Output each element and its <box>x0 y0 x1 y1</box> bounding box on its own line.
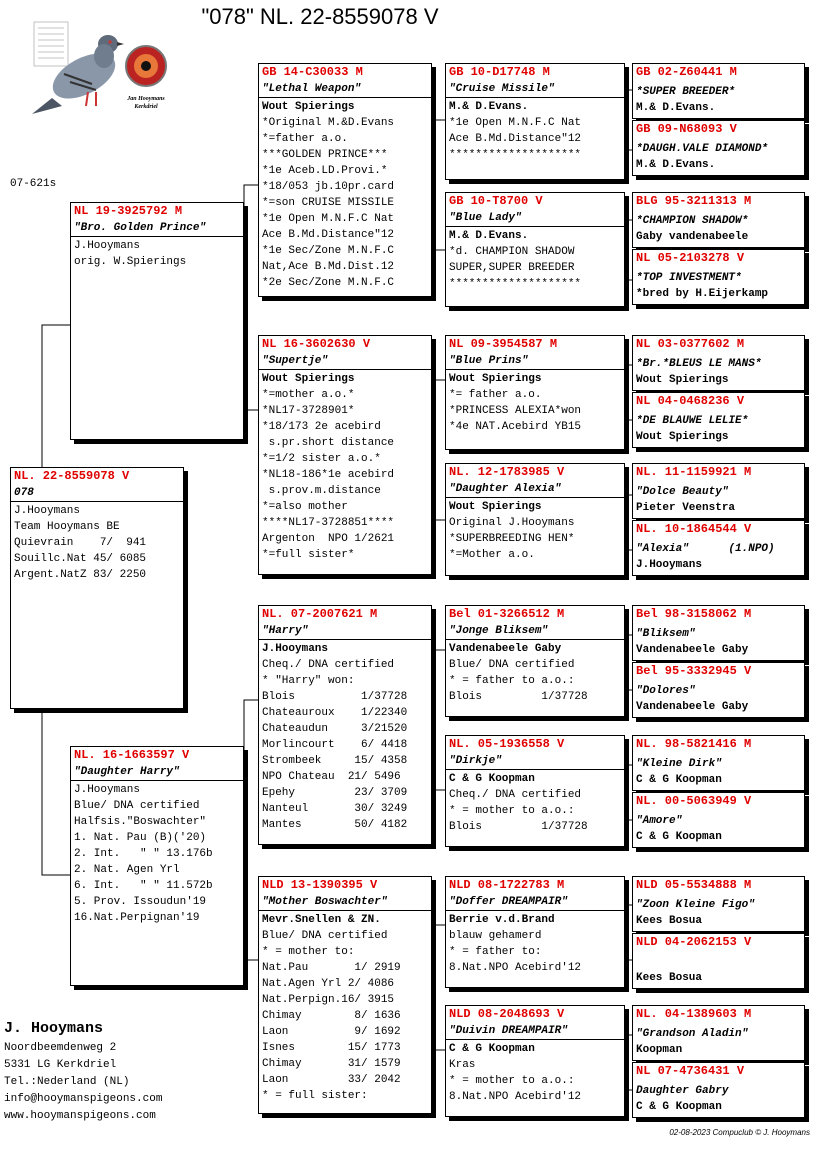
pigeon-name: "Duivin DREAMPAIR" <box>446 1023 624 1040</box>
info-line: NPO Chateau 21/ 5496 <box>262 771 401 783</box>
info-line: Pieter Veenstra <box>636 502 736 514</box>
info-line: Chimay 31/ 1579 <box>262 1058 401 1070</box>
pigeon-name: "Lethal Weapon" <box>259 81 431 98</box>
ring-number: NL 09-3954587 M <box>449 337 558 351</box>
ring-number: GB 09-N68093 V <box>636 122 737 136</box>
info-line: ***GOLDEN PRINCE*** <box>262 149 388 161</box>
info-line: "Kleine Dirk" <box>636 758 722 770</box>
info-line: Blue/ DNA certified <box>449 659 575 671</box>
info-line: Epehy 23/ 3709 <box>262 787 408 799</box>
info-line: *=1/2 sister a.o.* <box>262 453 381 465</box>
info-line: *PRINCESS ALEXIA*won <box>449 405 582 417</box>
info-line: *=son CRUISE MISSILE <box>262 197 395 209</box>
info-line: Blue/ DNA certified <box>262 930 388 942</box>
pigeon-card-mmmm <box>632 1062 805 1118</box>
info-line: *18/053 jb.10pr.card <box>262 181 395 193</box>
breeder-name: J. Hooymans <box>4 1020 104 1037</box>
info-line: J.Hooymans <box>74 784 141 796</box>
pigeon-card-mfmf <box>632 735 805 791</box>
info-line: C & G Koopman <box>449 1043 535 1055</box>
info-line: C & G Koopman <box>636 831 722 843</box>
info-line: *1e Open M.N.F.C Nat <box>262 213 395 225</box>
info-line: *CHAMPION SHADOW* <box>636 215 749 227</box>
info-line: * = mother to: <box>262 946 355 958</box>
info-line: Kees Bosua <box>636 915 703 927</box>
info-line: J.Hooymans <box>14 505 81 517</box>
pigeon-name: "Supertje" <box>259 353 431 370</box>
info-line: ******************** <box>449 149 582 161</box>
footer-credit: 02-08-2023 Compuclub © J. Hooymans <box>669 1128 810 1137</box>
info-line: M.& D.Evans. <box>449 230 529 242</box>
info-line: J.Hooymans <box>74 240 141 252</box>
info-line: Wout Spierings <box>636 374 729 386</box>
pigeon-card-mfff <box>632 605 805 661</box>
info-line: * = mother to a.o.: <box>449 1075 575 1087</box>
info-line: Laon 33/ 2042 <box>262 1074 401 1086</box>
ring-number: BLG 95-3211313 M <box>636 194 752 208</box>
ring-number: NLD 08-2048693 V <box>449 1007 565 1021</box>
info-line: 6. Int. " " 11.572b <box>74 880 213 892</box>
info-line: *18/173 2e acebird <box>262 421 381 433</box>
ring-number: NLD 04-2062153 V <box>636 935 752 949</box>
pigeon-card-ffmm <box>632 249 805 305</box>
info-line: *NL18-186*1e acebird <box>262 469 395 481</box>
info-line: 1. Nat. Pau (B)('20) <box>74 832 207 844</box>
info-line: Nanteul 30/ 3249 <box>262 803 408 815</box>
info-line: * "Harry" won: <box>262 675 355 687</box>
info-line: orig. W.Spierings <box>74 256 187 268</box>
ring-number: NLD 05-5534888 M <box>636 878 752 892</box>
info-line: Cheq./ DNA certified <box>262 659 395 671</box>
pigeon-card-fmf <box>445 335 625 450</box>
ring-number: NL. 11-1159921 M <box>636 465 752 479</box>
ring-number: NL. 12-1783985 V <box>449 465 565 479</box>
info-line: "Bliksem" <box>636 628 696 640</box>
ring-number: NL. 98-5821416 M <box>636 737 752 751</box>
pigeon-card-mm <box>258 876 432 1114</box>
info-line: Daughter Gabry <box>636 1085 729 1097</box>
info-line: Laon 9/ 1692 <box>262 1026 401 1038</box>
pigeon-card-ffm <box>445 192 625 307</box>
breeder-phone: Tel.:Nederland (NL) <box>4 1076 130 1088</box>
ring-number: NL 16-3602630 V <box>262 337 371 351</box>
ring-number: GB 10-D17748 M <box>449 65 550 79</box>
info-line: *d. CHAMPION SHADOW <box>449 246 575 258</box>
pigeon-name: "Doffer DREAMPAIR" <box>446 894 624 911</box>
info-line: *=full sister* <box>262 549 355 561</box>
pigeon-name: "Daughter Alexia" <box>446 481 624 498</box>
pigeon-name: "Blue Lady" <box>446 210 624 227</box>
ring-number: Bel 95-3332945 V <box>636 664 752 678</box>
info-line: Strombeek 15/ 4358 <box>262 755 408 767</box>
breeder-address: Noordbeemdenweg 2 <box>4 1042 117 1054</box>
pigeon-card-mmmf <box>632 1005 805 1061</box>
ring-number: NL. 10-1864544 V <box>636 522 752 536</box>
ring-number: NL. 07-2007621 M <box>262 607 378 621</box>
ring-number: GB 02-Z60441 M <box>636 65 737 79</box>
ring-number: NL. 00-5063949 V <box>636 794 752 808</box>
info-line: ****NL17-3728851**** <box>262 517 395 529</box>
info-line: ******************** <box>449 278 582 290</box>
breeder-website[interactable]: www.hooymanspigeons.com <box>4 1110 156 1122</box>
info-line: * = father to: <box>449 946 542 958</box>
info-line: *DAUGH.VALE DIAMOND* <box>636 143 769 155</box>
pigeon-name: "Blue Prins" <box>446 353 624 370</box>
pigeon-card-mfm <box>445 735 625 847</box>
breeder-email[interactable]: info@hooymanspigeons.com <box>4 1093 163 1105</box>
info-line: "Zoon Kleine Figo" <box>636 899 755 911</box>
info-line: 8.Nat.NPO Acebird'12 <box>449 1091 582 1103</box>
info-line: Quievrain 7/ 941 <box>14 537 147 549</box>
pigeon-card-ff <box>258 63 432 297</box>
ring-number: NL 04-0468236 V <box>636 394 745 408</box>
pigeon-name: 078 <box>11 485 183 502</box>
pigeon-name: "Dirkje" <box>446 753 624 770</box>
info-line: "Grandson Aladin" <box>636 1028 749 1040</box>
info-line: *Br.*BLEUS LE MANS* <box>636 358 762 370</box>
info-line: * = mother to a.o.: <box>449 805 575 817</box>
info-line: *4e NAT.Acebird YB15 <box>449 421 582 433</box>
pigeon-card-ffmf <box>632 192 805 248</box>
pigeon-card-fmmf <box>632 463 805 519</box>
pedigree-mini-icon <box>34 22 68 66</box>
pigeon-card-mff <box>445 605 625 717</box>
info-line: * = full sister: <box>262 1090 368 1102</box>
info-line: Vandenabeele Gaby <box>636 644 749 656</box>
info-line: Vandenabeele Gaby <box>449 643 562 655</box>
info-line: J.Hooymans <box>262 643 329 655</box>
svg-text:Kerkdriel: Kerkdriel <box>134 104 158 110</box>
info-line: Kees Bosua <box>636 972 703 984</box>
pigeon-card-mf <box>258 605 432 845</box>
info-line: Nat,Ace B.Md.Dist.12 <box>262 261 395 273</box>
info-line: Morlincourt 6/ 4418 <box>262 739 408 751</box>
ring-number: GB 10-T8700 V <box>449 194 543 208</box>
page-title: "078" NL. 22-8559078 V <box>201 4 439 29</box>
info-line <box>636 954 801 970</box>
info-line: Wout Spierings <box>449 373 542 385</box>
info-line: * = father to a.o.: <box>449 675 575 687</box>
pigeon-card-mmm <box>445 1005 625 1117</box>
info-line: blauw gehamerd <box>449 930 542 942</box>
info-line: *=father a.o. <box>262 133 348 145</box>
info-line: *1e Sec/Zone M.N.F.C <box>262 245 395 257</box>
breeder-city: 5331 LG Kerkdriel <box>4 1059 117 1071</box>
info-line: Nat.Pau 1/ 2919 <box>262 962 401 974</box>
info-line: s.pr.short distance <box>262 437 395 449</box>
logo-caption: Jan Hooymans <box>127 96 165 102</box>
info-line: C & G Koopman <box>449 773 535 785</box>
ring-number: NL 07-4736431 V <box>636 1064 745 1078</box>
info-line: Blue/ DNA certified <box>74 800 200 812</box>
info-line: Gaby vandenabeele <box>636 231 749 243</box>
info-line: *=mother a.o.* <box>262 389 355 401</box>
pigeon-card-fff <box>445 63 625 180</box>
info-line: Blois 1/37728 <box>449 821 588 833</box>
breeder-info <box>4 1018 162 1125</box>
ring-number: Bel 01-3266512 M <box>449 607 565 621</box>
pigeon-card-mfmm <box>632 792 805 848</box>
info-line: Ace B.Md.Distance"12 <box>449 133 582 145</box>
info-line: C & G Koopman <box>636 1101 722 1113</box>
info-line: Chimay 8/ 1636 <box>262 1010 401 1022</box>
info-line: *1e Open M.N.F.C Nat <box>449 117 582 129</box>
info-line: s.prov.m.distance <box>262 485 381 497</box>
info-line: M.& D.Evans. <box>636 159 716 171</box>
pigeon-name: "Daughter Harry" <box>71 764 243 781</box>
info-line: *Original M.&D.Evans <box>262 117 395 129</box>
info-line: 8.Nat.NPO Acebird'12 <box>449 962 582 974</box>
info-line: M.& D.Evans. <box>449 101 529 113</box>
info-line: Cheq./ DNA certified <box>449 789 582 801</box>
info-line: Vandenabeele Gaby <box>636 701 749 713</box>
pigeon-card-mother <box>70 746 244 986</box>
pigeon-card-mmf <box>445 876 625 988</box>
info-line: Wout Spierings <box>262 373 355 385</box>
ring-number: NL 03-0377602 M <box>636 337 745 351</box>
pigeon-name: "Mother Boswachter" <box>259 894 431 911</box>
eye-icon <box>126 46 166 86</box>
info-line: 2. Int. " " 13.176b <box>74 848 213 860</box>
info-line: SUPER,SUPER BREEDER <box>449 262 575 274</box>
pigeon-card-fmfm <box>632 392 805 448</box>
info-line: Souillc.Nat 45/ 6085 <box>14 553 147 565</box>
pigeon-card-father <box>70 202 244 440</box>
pigeon-card-fmff <box>632 335 805 391</box>
pigeon-card-mmfm <box>632 933 805 989</box>
pigeon-card-mffm <box>632 662 805 718</box>
ring-number: Bel 98-3158062 M <box>636 607 752 621</box>
info-line: *= father a.o. <box>449 389 542 401</box>
ring-number: NLD 13-1390395 V <box>262 878 378 892</box>
ring-number: NL. 05-1936558 V <box>449 737 565 751</box>
info-line: Argent.NatZ 83/ 2250 <box>14 569 147 581</box>
info-line: Ace B.Md.Distance"12 <box>262 229 395 241</box>
pigeon-card-fm <box>258 335 432 575</box>
info-line: Mevr.Snellen & ZN. <box>262 914 381 926</box>
info-line: *1e Aceb.LD.Provi.* <box>262 165 388 177</box>
info-line: *=also mother <box>262 501 348 513</box>
info-line: Halfsis."Boswachter" <box>74 816 207 828</box>
info-line: Nat.Perpign.16/ 3915 <box>262 994 395 1006</box>
info-line: Koopman <box>636 1044 683 1056</box>
info-line: *NL17-3728901* <box>262 405 355 417</box>
ring-number: NL 19-3925792 M <box>74 204 183 218</box>
info-line: Wout Spierings <box>636 431 729 443</box>
pigeon-name: "Harry" <box>259 623 431 640</box>
info-line: "Dolores" <box>636 685 696 697</box>
info-line: *bred by H.Eijerkamp <box>636 288 769 300</box>
info-line: Berrie v.d.Brand <box>449 914 555 926</box>
pigeon-card-fmm <box>445 463 625 576</box>
pigeon-name: "Cruise Missile" <box>446 81 624 98</box>
info-line: *2e Sec/Zone M.N.F.C <box>262 277 395 289</box>
info-line: 5. Prov. Issoudun'19 <box>74 896 207 908</box>
pigeon-name: "Bro. Golden Prince" <box>71 220 243 237</box>
info-line: Blois 1/37728 <box>449 691 588 703</box>
info-line: *SUPER BREEDER* <box>636 86 736 98</box>
info-line: Team Hooymans BE <box>14 521 120 533</box>
info-line: *SUPERBREEDING HEN* <box>449 533 575 545</box>
info-line: *=Mother a.o. <box>449 549 535 561</box>
ring-number: GB 14-C30033 M <box>262 65 363 79</box>
info-line: J.Hooymans <box>636 559 703 571</box>
info-line: Nat.Agen Yrl 2/ 4086 <box>262 978 395 990</box>
pigeon-name: "Jonge Bliksem" <box>446 623 624 640</box>
info-line: Original J.Hooymans <box>449 517 575 529</box>
info-line: "Alexia" (1.NPO) <box>636 543 775 555</box>
ring-number: NL 05-2103278 V <box>636 251 745 265</box>
info-line: C & G Koopman <box>636 774 722 786</box>
pigeon-logo <box>22 14 182 118</box>
info-line: M.& D.Evans. <box>636 102 716 114</box>
info-line: *DE BLAUWE LELIE* <box>636 415 749 427</box>
info-line: Wout Spierings <box>262 101 355 113</box>
pigeon-card-ffff <box>632 63 805 119</box>
info-line: Argenton NPO 1/2621 <box>262 533 395 545</box>
info-line: "Amore" <box>636 815 683 827</box>
info-line: Mantes 50/ 4182 <box>262 819 408 831</box>
pigeon-card-subject <box>10 467 184 709</box>
info-line: Blois 1/37728 <box>262 691 408 703</box>
ring-number: NL. 16-1663597 V <box>74 748 190 762</box>
info-line: Isnes 15/ 1773 <box>262 1042 401 1054</box>
info-line: Kras <box>449 1059 476 1071</box>
info-line: Chateaudun 3/21520 <box>262 723 408 735</box>
ring-number: NL. 04-1389603 M <box>636 1007 752 1021</box>
pigeon-card-mmff <box>632 876 805 932</box>
info-line: *TOP INVESTMENT* <box>636 272 742 284</box>
info-line: "Dolce Beauty" <box>636 486 729 498</box>
info-line: 16.Nat.Perpignan'19 <box>74 912 200 924</box>
pedigree-code: 07-621s <box>10 178 57 190</box>
ring-number: NLD 08-1722783 M <box>449 878 565 892</box>
info-line: 2. Nat. Agen Yrl <box>74 864 180 876</box>
info-line: Wout Spierings <box>449 501 542 513</box>
pigeon-card-fmmm <box>632 520 805 576</box>
ring-number: NL. 22-8559078 V <box>14 469 130 483</box>
pigeon-card-fffm <box>632 120 805 176</box>
info-line: Chateauroux 1/22340 <box>262 707 408 719</box>
